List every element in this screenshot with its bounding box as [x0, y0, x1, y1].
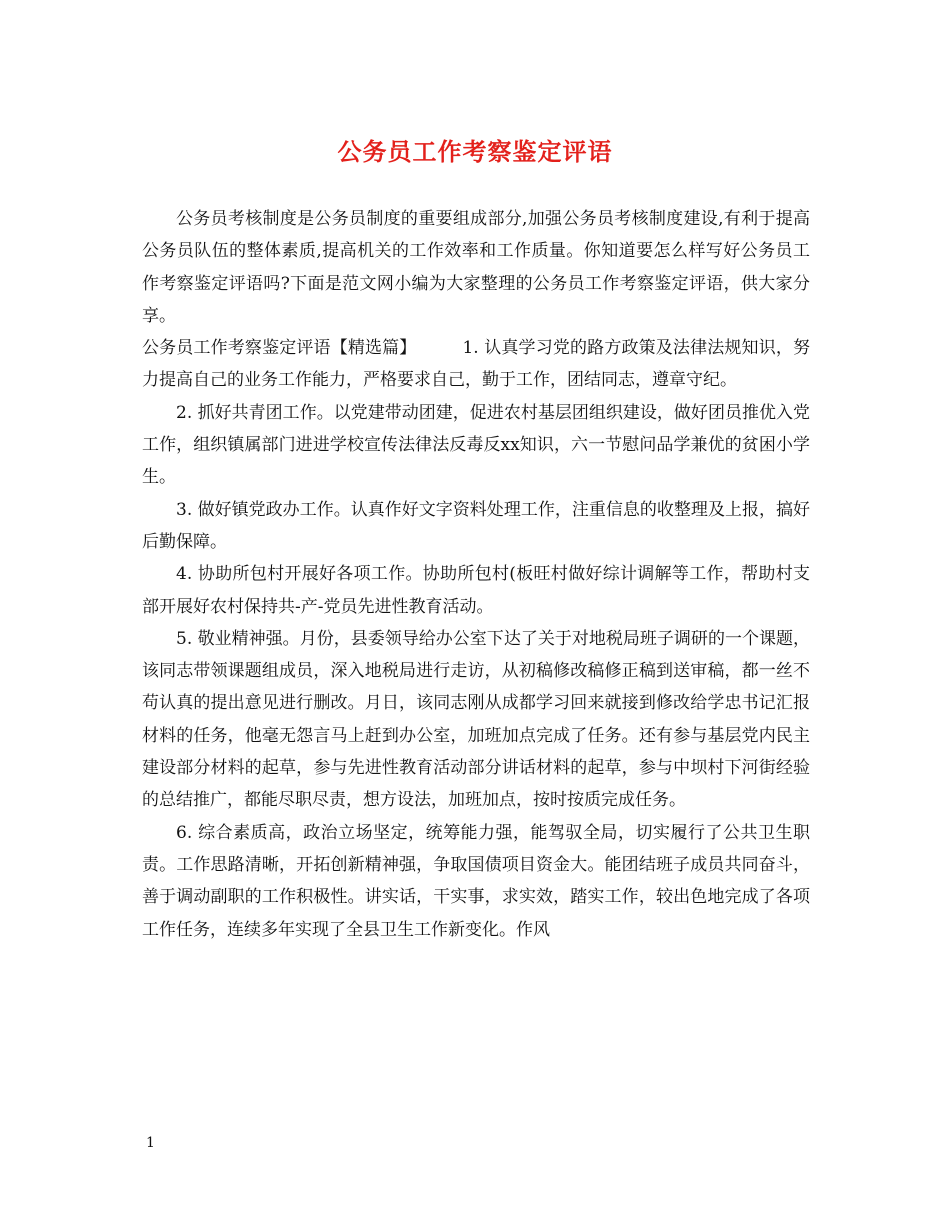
list-item-2: 2. 抓好共青团工作。以党建带动团建，促进农村基层团组织建设，做好团员推优入党工作，组织镇属部门进进学校宣传法律法反毒反xx知识，六一节慰问品学兼优的贫困小学生。 — [142, 402, 810, 488]
list-item-3: 3. 做好镇党政办工作。认真作好文字资料处理工作，注重信息的收整理及上报，搞好后勤保障。 — [142, 499, 810, 552]
list-item-6: 6. 综合素质高，政治立场坚定，统筹能力强，能驾驭全局，切实履行了公共卫生职责。工作思路清晰，开拓创新精神强，争取国债项目资金大。能团结班子成员共同奋斗，善于调动副职的工作积极性。讲实话，干实事，求实效，踏实工作，较出色地完成了各项工作任务，连续多年实现了全县卫生工作新变化。作风 — [142, 822, 810, 940]
list-item-1: 1. 认真学习党的路方政策及法律法规知识，努力提高自己的业务工作能力，严格要求自己，勤于工作，团结同志，遵章守纪。 — [142, 338, 811, 391]
list-item-5: 5. 敬业精神强。月份，县委领导给办公室下达了关于对地税局班子调研的一个课题，该同志带领课题组成员，深入地税局进行走访，从初稿修改稿修正稿到送审稿，都一丝不苟认真的提出意见进行删改。月日，该同志刚从成都学习回来就接到修改给学忠书记汇报材料的任务，他毫无怨言马上赶到办公室，加班加点完成了任务。还有参与基层党内民主建设部分材料的起草，参与先进性教育活动部分讲话材料的起草，参与中坝村下河街经验的总结推广，都能尽职尽责，想方设法，加班加点，按时按质完成任务。 — [142, 628, 810, 811]
document-title: 公务员工作考察鉴定评语 — [337, 137, 613, 166]
page-number: 1 — [146, 1135, 155, 1151]
list-item-4: 4. 协助所包村开展好各项工作。协助所包村(板旺村做好综计调解等工作，帮助村支部开展好农村保持共-产-党员先进性教育活动。 — [142, 564, 810, 617]
section-heading: 公务员工作考察鉴定评语【精选篇】 — [142, 338, 417, 359]
section-paragraph — [142, 332, 810, 397]
intro-paragraph: 公务员考核制度是公务员制度的重要组成部分,加强公务员考核制度建设,有利于提高公务员队伍的整体素质,提高机关的工作效率和工作质量。你知道要怎么样写好公务员工作考察鉴定评语吗?下面是范文网小编为大家整理的公务员工作考察鉴定评语，供大家分享。 — [142, 209, 810, 326]
document-body — [142, 203, 810, 946]
